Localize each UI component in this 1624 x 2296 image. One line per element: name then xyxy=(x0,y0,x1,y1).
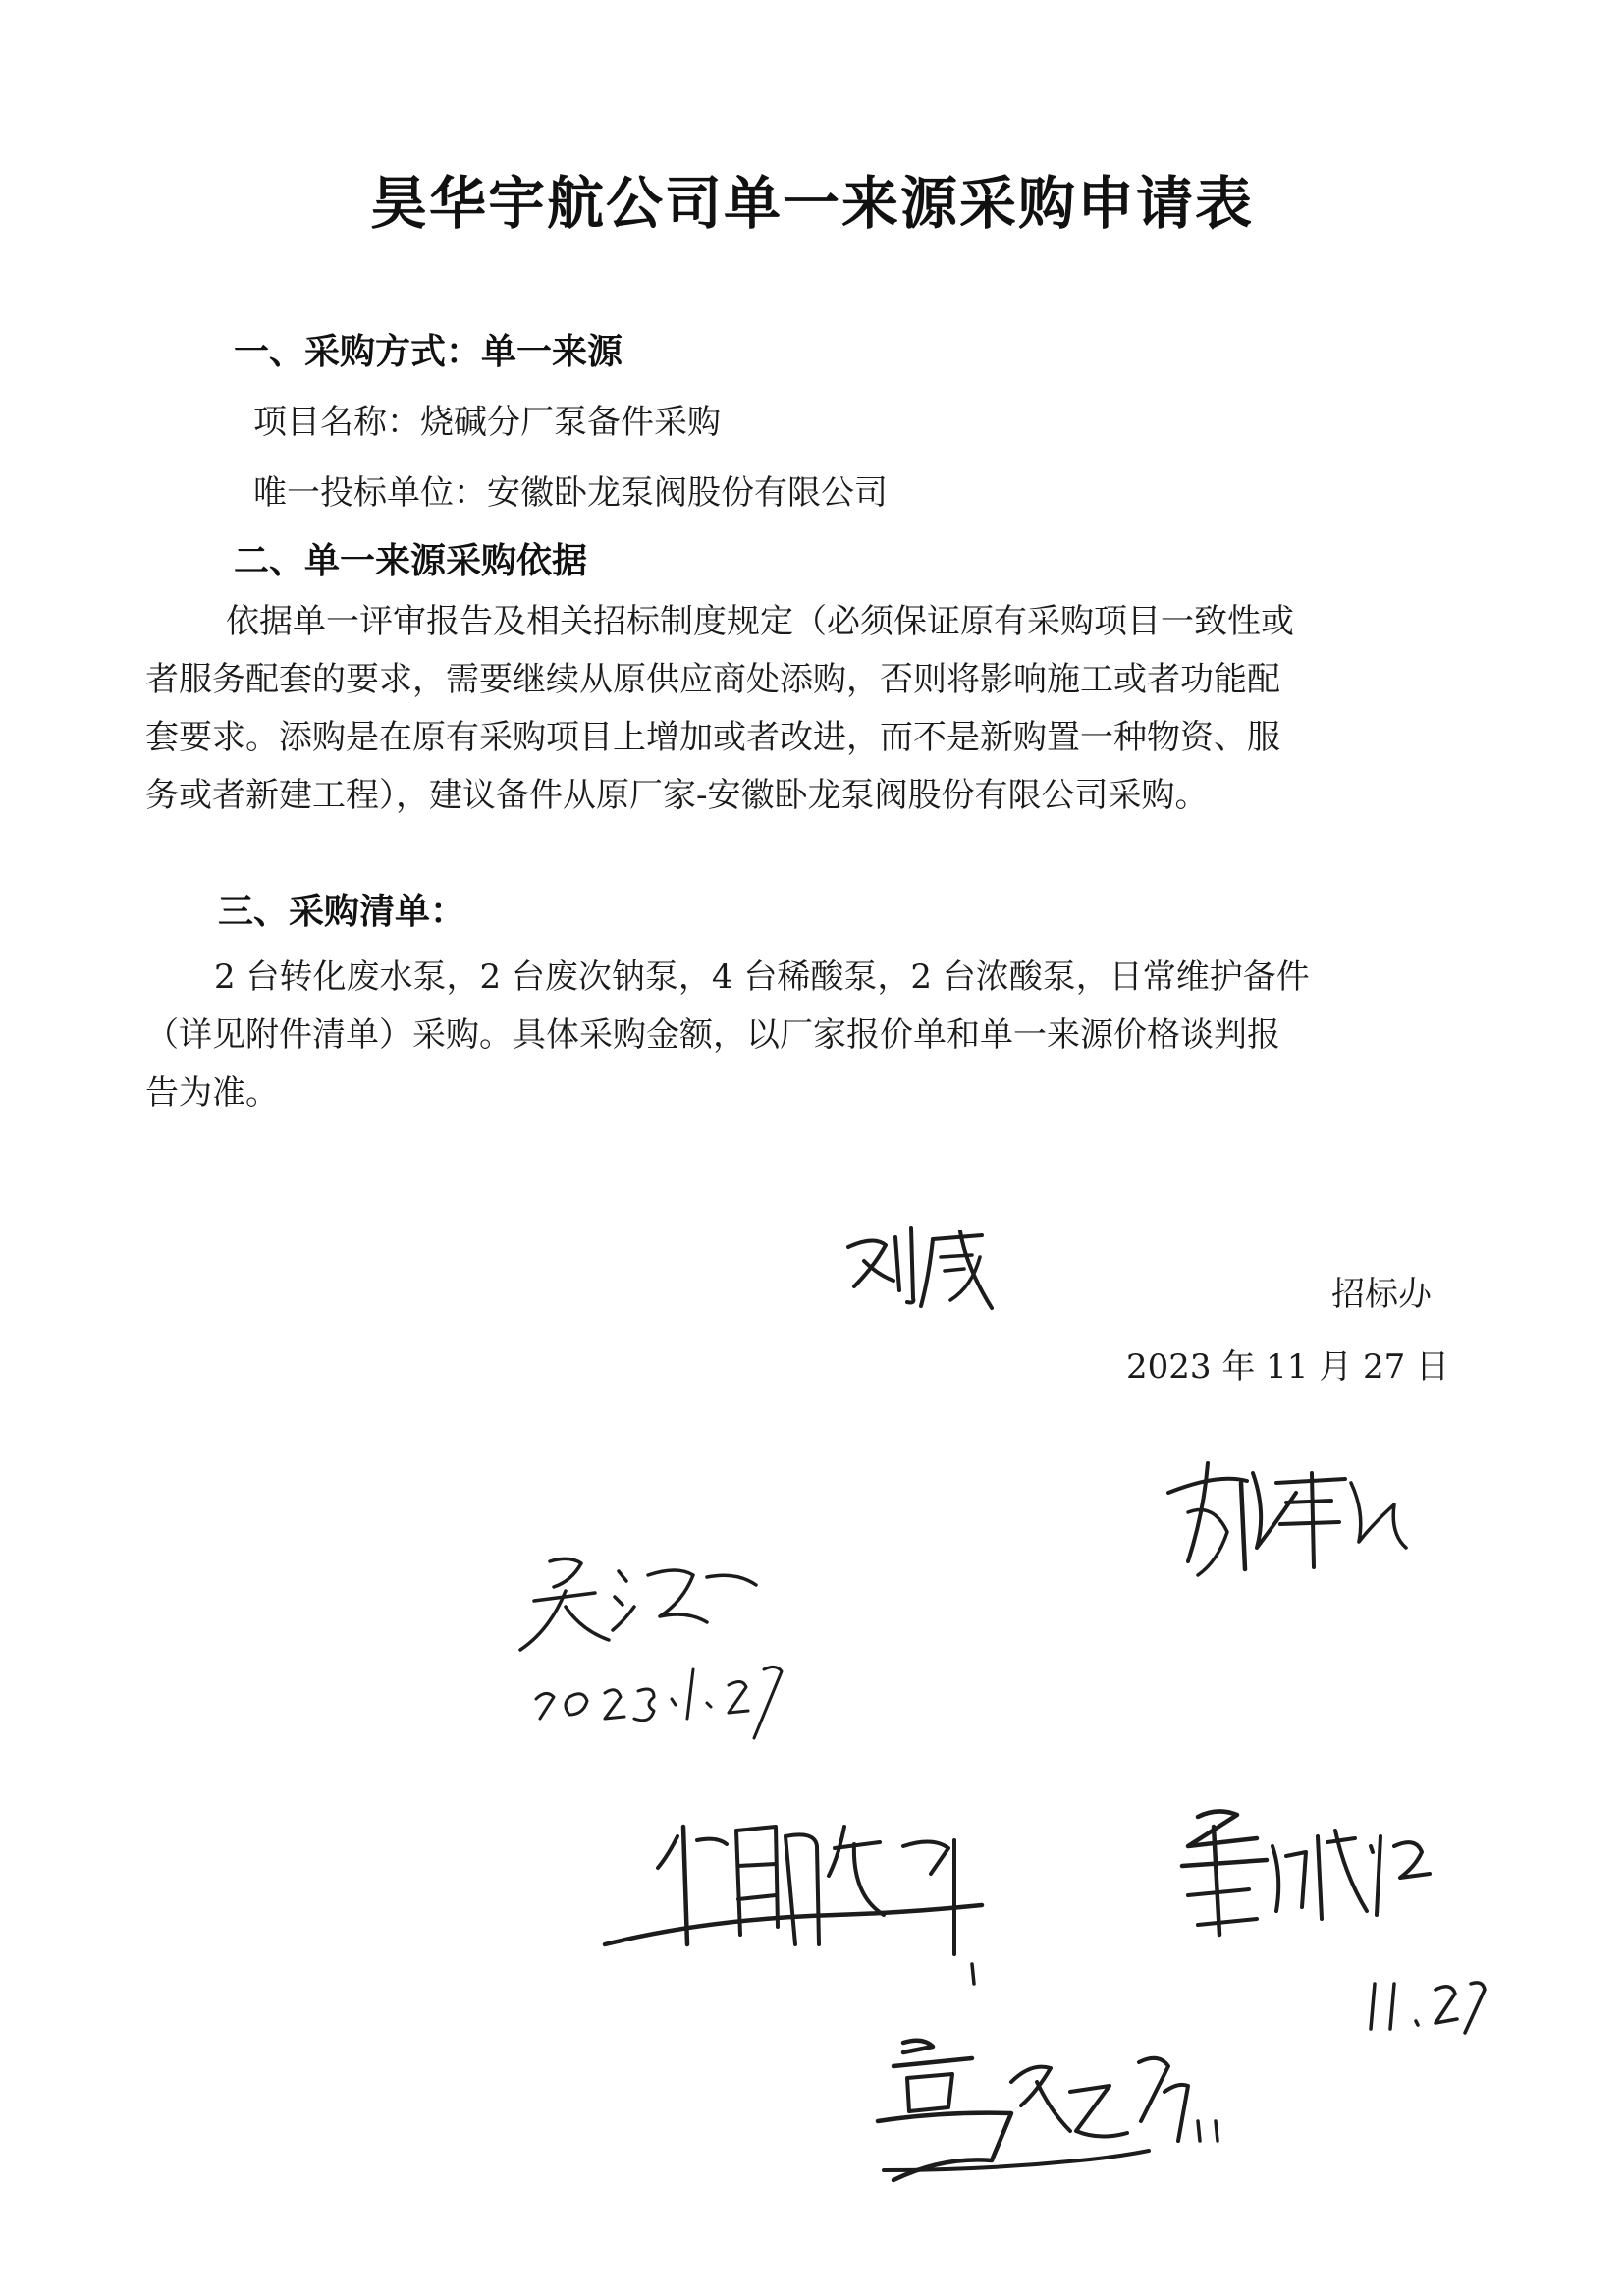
section1-heading: 一、采购方式：单一来源 xyxy=(234,332,623,372)
section3-line: 2 台转化废水泵，2 台废次钠泵，4 台稀酸泵，2 台浓酸泵，日常维护备件 xyxy=(214,957,1310,997)
project-name-label: 项目名称： xyxy=(253,403,420,442)
project-name-value: 烧碱分厂泵备件采购 xyxy=(420,403,721,442)
project-name-row xyxy=(253,395,721,443)
section3-paragraph xyxy=(145,949,1461,1122)
signature-li-feng xyxy=(1159,1453,1414,1591)
bidder-value: 安徽卧龙泵阀股份有限公司 xyxy=(487,473,888,513)
bidder-label: 唯一投标单位： xyxy=(253,473,487,513)
section3-line: （详见附件清单）采购。具体采购金额，以厂家报价单和单一来源价格谈判报 xyxy=(145,1015,1280,1055)
signature-wu-tao xyxy=(511,1542,825,1748)
section2-line: 务或者新建工程），建议备件从原厂家-安徽卧龙泵阀股份有限公司采购。 xyxy=(145,776,1209,815)
signoff-department: 招标办 xyxy=(1331,1275,1432,1314)
section3-line: 告为准。 xyxy=(145,1073,279,1113)
section2-heading: 二、单一来源采购依据 xyxy=(234,541,588,581)
signature-hua xyxy=(589,1797,1021,1994)
signature-liu-wei xyxy=(835,1218,1001,1316)
bidder-row xyxy=(253,465,888,514)
section2-line: 套要求。添购是在原有采购项目上增加或者改进，而不是新购置一种物资、服 xyxy=(145,718,1280,757)
signature-gao xyxy=(864,2023,1237,2210)
section2-line: 者服务配套的要求，需要继续从原供应商处添购，否则将影响施工或者功能配 xyxy=(145,660,1280,699)
section3-heading: 三、采购清单： xyxy=(218,892,466,932)
section2-line: 依据单一评审报告及相关招标制度规定（必须保证原有采购项目一致性或 xyxy=(226,602,1294,641)
section2-paragraph xyxy=(145,593,1461,825)
signature-jin xyxy=(1159,1787,1512,2043)
signoff-date: 2023 年 11 月 27 日 xyxy=(1126,1347,1450,1387)
document-title: 昊华宇航公司单一来源采购申请表 xyxy=(369,170,1254,237)
